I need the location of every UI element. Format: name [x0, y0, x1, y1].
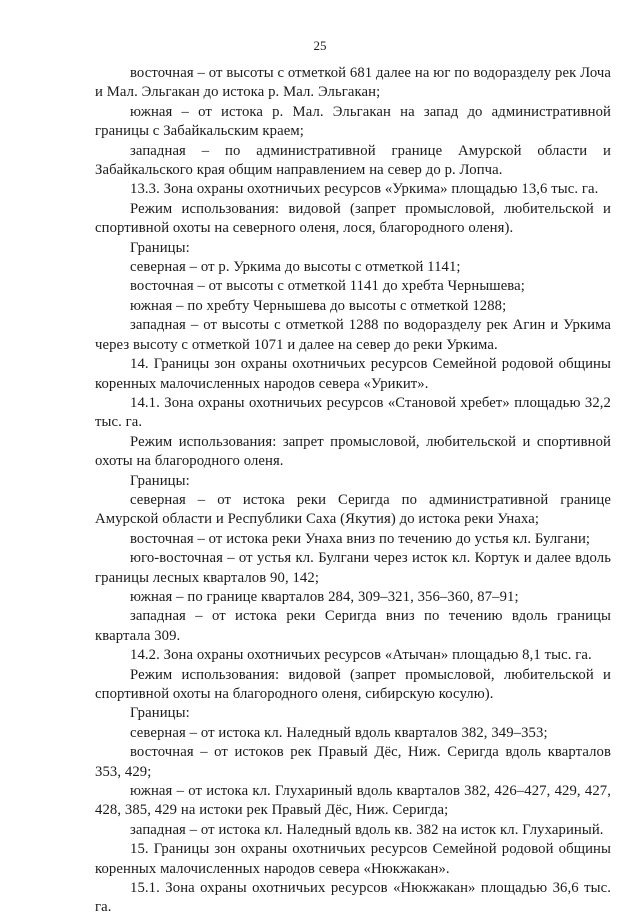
paragraph: западная – от истока кл. Наледный вдоль кв. 382 на исток кл. Глухариный. — [130, 821, 604, 838]
paragraph: юго-восточная – от устья кл. Булгани через исток кл. Кортук и далее вдоль границы лесных кварталов 90, 142; — [95, 550, 611, 586]
paragraph: Режим использования: видовой (запрет промысловой, любительской и спортивной охоты на северного оленя, лося, благородного оленя). — [95, 200, 611, 237]
paragraph: южная – по границе кварталов 284, 309–321, 356–360, 87–91; — [130, 588, 519, 605]
paragraph: Границы: — [130, 705, 190, 722]
paragraph: северная – от р. Уркима до высоты с отметкой 1141; — [130, 259, 461, 276]
paragraph: Границы: — [130, 239, 190, 256]
section-heading: 13.3. Зона охраны охотничьих ресурсов «Уркима» площадью 13,6 тыс. га. — [130, 181, 599, 198]
paragraph: южная – по хребту Чернышева до высоты с отметкой 1288; — [130, 297, 507, 314]
section-heading: 14. Границы зон охраны охотничьих ресурсов Семейной родовой общины коренных малочисленных народов севера «Урикит». — [95, 356, 611, 392]
paragraph: северная – от истока кл. Наледный вдоль кварталов 382, 349–353; — [130, 724, 548, 741]
paragraph: южная – от истока кл. Глухариный вдоль кварталов 382, 426–427, 429, 427, 428, 385, 429 на истоки рек Правый Дёс, Ниж. Серигда; — [95, 783, 611, 819]
paragraph: восточная – от высоты с отметкой 681 далее на юг по водоразделу рек Лоча и Мал. Эльгакан до истока р. Мал. Эльгакан; — [95, 65, 611, 101]
section-heading: 14.2. Зона охраны охотничьих ресурсов «Атычан» площадью 8,1 тыс. га. — [130, 647, 592, 664]
paragraph: западная – от высоты с отметкой 1288 по водоразделу рек Агин и Уркима через высоту с отметкой 1071 и далее на север до реки Уркима. — [95, 317, 611, 353]
paragraph: восточная – от истока реки Унаха вниз по течению до устья кл. Булгани; — [130, 530, 591, 547]
section-heading: 15.1. Зона охраны охотничьих ресурсов «Нюкжакан» площадью 36,6 тыс. га. — [95, 880, 611, 916]
document-body — [95, 64, 611, 918]
page-number: 25 — [313, 38, 327, 53]
paragraph: Режим использования: видовой (запрет промысловой, любительской и спортивной охоты на благородного оленя, сибирскую косулю). — [95, 666, 611, 702]
paragraph: северная – от истока реки Серигда по административной границе Амурской области и Республики Саха (Якутия) до истока реки Унаха; — [95, 491, 611, 528]
paragraph: южная – от истока р. Мал. Эльгакан на запад до административной границы с Забайкальским краем; — [95, 103, 611, 140]
paragraph: Границы: — [130, 472, 190, 489]
paragraph: западная – по административной границе Амурской области и Забайкальского края общим направлением на север до р. Лопча. — [95, 142, 611, 179]
paragraph: западная – от истока реки Серигда вниз по течению вдоль границы квартала 309. — [95, 608, 611, 644]
paragraph: восточная – от истоков рек Правый Дёс, Ниж. Серигда вдоль кварталов 353, 429; — [95, 744, 611, 780]
paragraph: восточная – от высоты с отметкой 1141 до хребта Чернышева; — [130, 278, 525, 295]
section-heading: 15. Границы зон охраны охотничьих ресурсов Семейной родовой общины коренных малочисленных народов севера «Нюкжакан». — [95, 841, 611, 877]
section-heading: 14.1. Зона охраны охотничьих ресурсов «Становой хребет» площадью 32,2 тыс. га. — [95, 394, 611, 431]
paragraph: Режим использования: запрет промысловой, любительской и спортивной охоты на благородного оленя. — [95, 433, 611, 470]
